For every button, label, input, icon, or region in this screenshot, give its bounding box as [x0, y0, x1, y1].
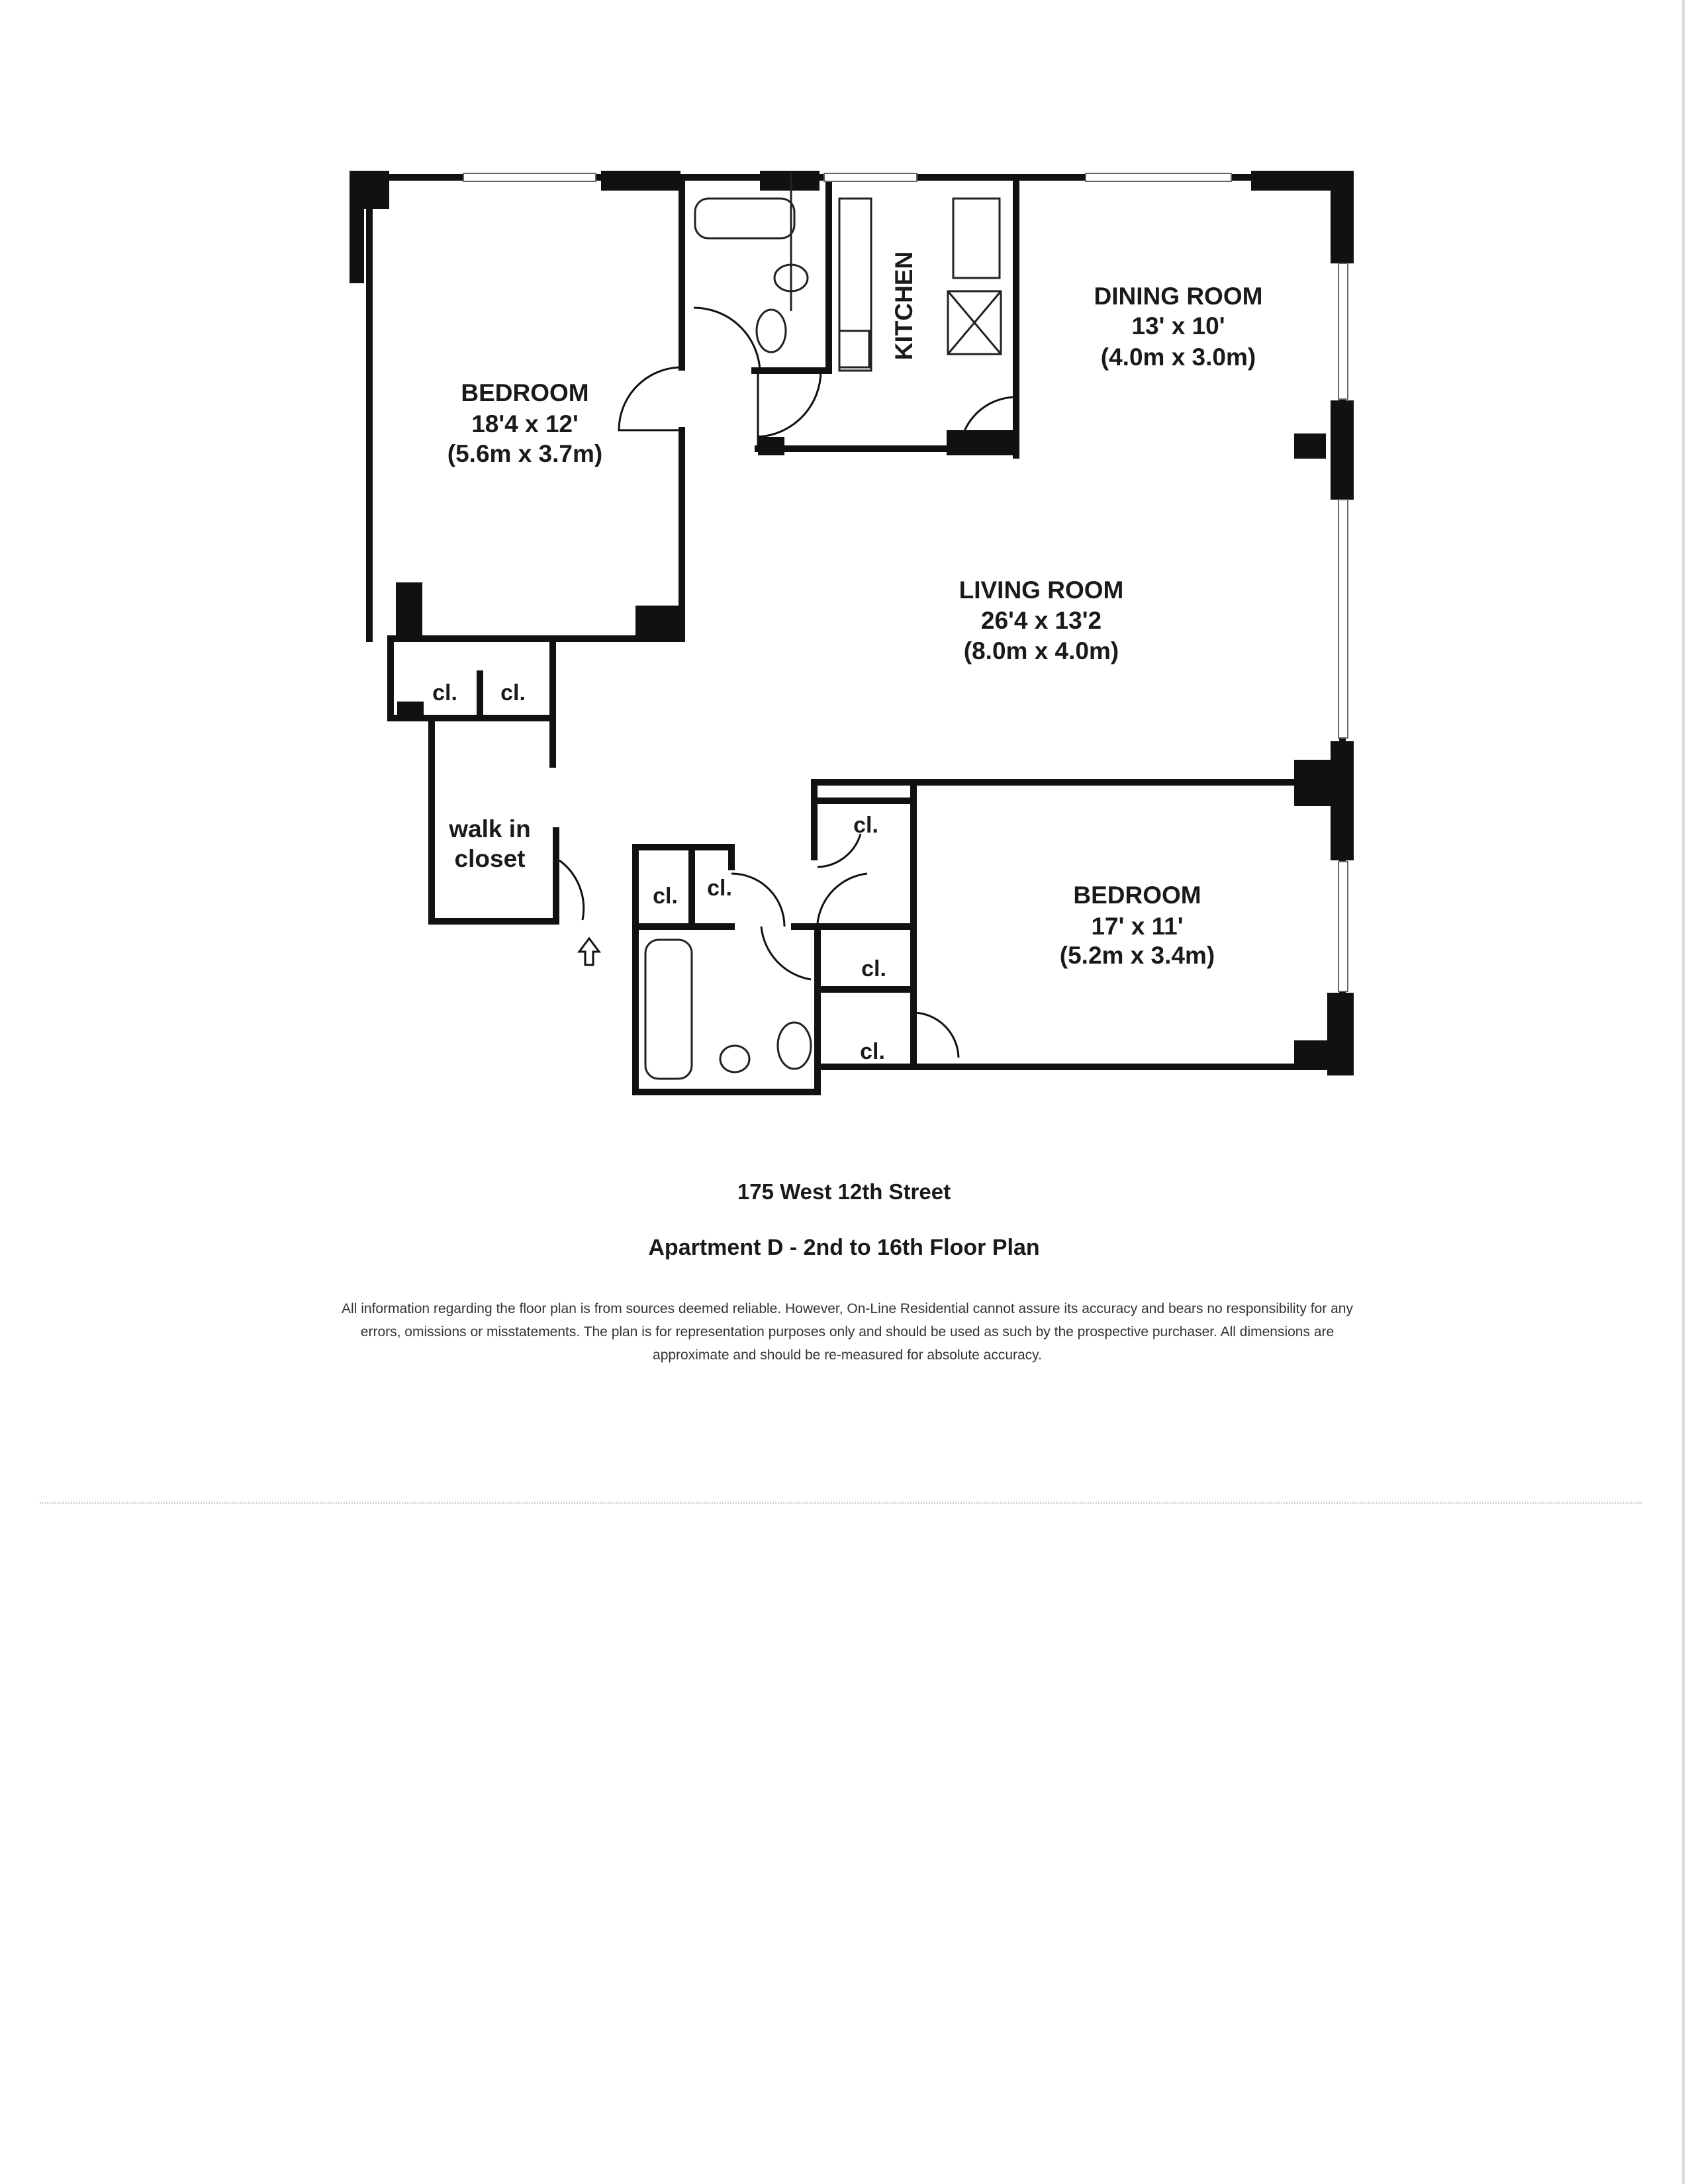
bedroom-left-size-ft: 18'4 x 12' — [471, 410, 579, 437]
living-room-name: LIVING ROOM — [959, 576, 1124, 604]
bathtub-upper — [695, 199, 794, 238]
closet-label: cl. — [707, 876, 732, 901]
closet-label: cl. — [861, 956, 886, 981]
closet-label: cl. — [860, 1039, 885, 1064]
closet-label: cl. — [653, 884, 678, 909]
room-labels — [432, 251, 1262, 1064]
closet-label: cl. — [853, 813, 878, 838]
bedroom-right-size-ft: 17' x 11' — [1091, 913, 1184, 940]
living-room-size-ft: 26'4 x 13'2 — [980, 607, 1102, 634]
walk-in-closet-line1: walk in — [449, 815, 531, 842]
bedroom-right-name: BEDROOM — [1073, 882, 1201, 909]
closet-label: cl. — [500, 680, 526, 705]
sink-kitchen — [839, 331, 869, 367]
toilet-lower — [778, 1023, 811, 1069]
bedroom-right-size-m: (5.2m x 3.4m) — [1059, 942, 1215, 969]
address: 175 West 12th Street — [737, 1179, 951, 1204]
dining-room-name: DINING ROOM — [1094, 283, 1263, 310]
dining-room-size-ft: 13' x 10' — [1131, 312, 1225, 340]
disclaimer: All information regarding the floor plan is from sources deemed reliable. However, On-Line Residential cannot assure its accuracy and bears no responsibility for any errors, omissions or misstatements. The plan is for representation purposes only and should be used as such by the prospective purchaser. All dimensions are approximate and should be re-measured for absolute accuracy. — [342, 1301, 1353, 1363]
sink-lower — [720, 1046, 749, 1072]
fold-line — [40, 1502, 1642, 1504]
bedroom-left-size-m: (5.6m x 3.7m) — [447, 440, 603, 467]
dining-room-size-m: (4.0m x 3.0m) — [1100, 343, 1256, 371]
bedroom-left-name: BEDROOM — [461, 379, 589, 406]
toilet-upper — [757, 310, 786, 352]
counter-kitchen — [839, 199, 871, 371]
kitchen-name: KITCHEN — [890, 251, 917, 361]
up-arrow-icon — [579, 938, 599, 965]
living-room-size-m: (8.0m x 4.0m) — [963, 637, 1119, 664]
doors — [556, 308, 1016, 1058]
plan-title: Apartment D - 2nd to 16th Floor Plan — [648, 1235, 1040, 1260]
page-edge — [1682, 0, 1685, 2184]
fridge-kitchen — [953, 199, 1000, 278]
closet-label: cl. — [432, 680, 457, 705]
bathtub-lower — [645, 940, 692, 1079]
walk-in-closet-line2: closet — [454, 845, 526, 872]
